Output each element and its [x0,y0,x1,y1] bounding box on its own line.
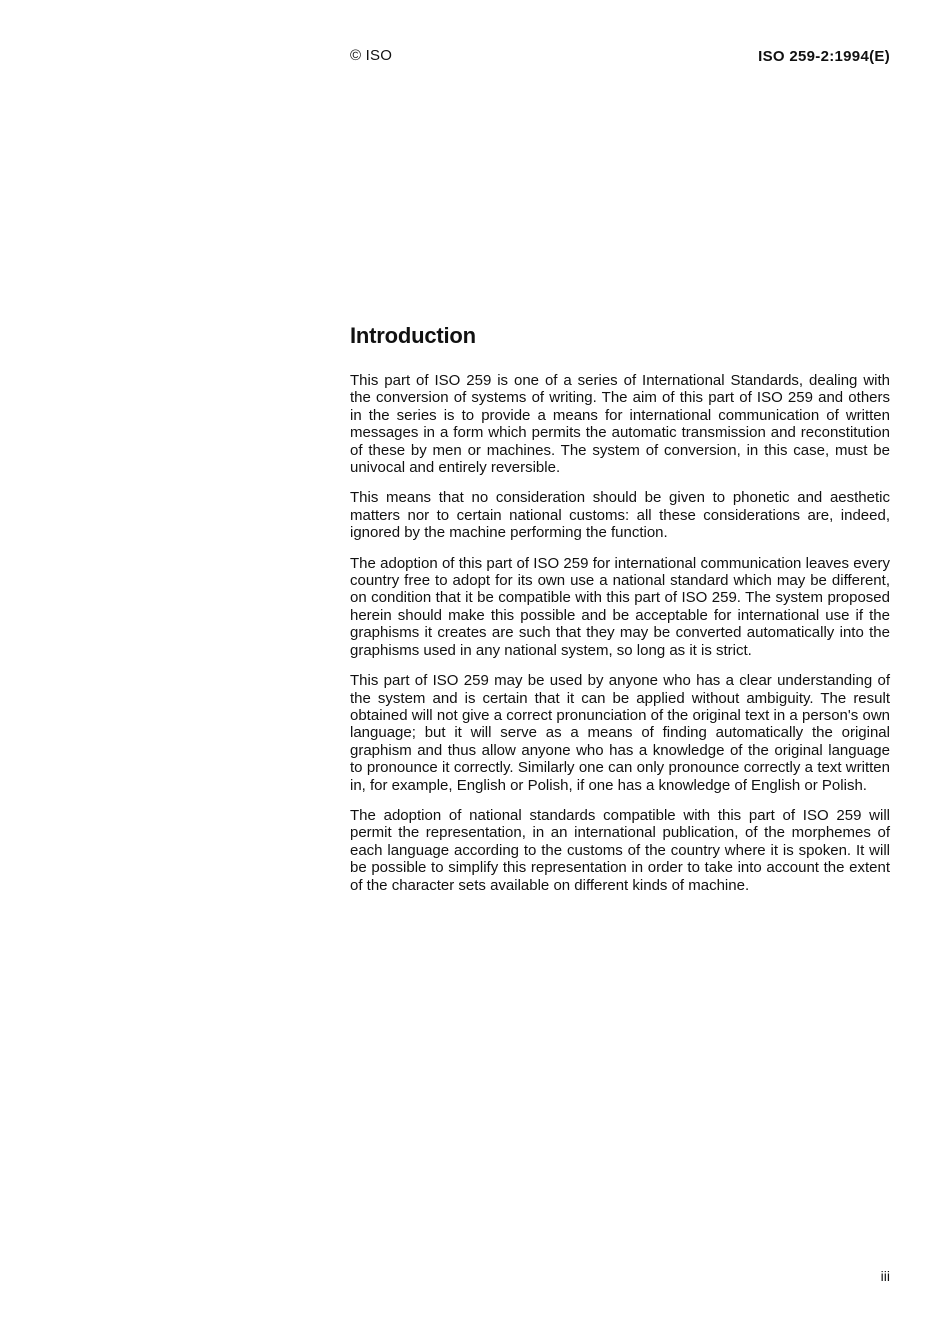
header-document-id: ISO 259-2:1994(E) [758,48,890,65]
paragraph-1: This part of ISO 259 is one of a series of International Standards, dealing with the conversion of systems of writing. The aim of this part of ISO 259 and others in the series is to provide a means for international communication of written messages in a form which permits the automatic transmission and reconstitution of these by men or machines. The system of conversion, in this case, must be univocal and entirely reversible. [350,372,890,477]
paragraph-3: The adoption of this part of ISO 259 for international communication leaves every country free to adopt for its own use a national standard which may be different, on condition that it be compatible with this part of ISO 259. The system proposed herein should make this possible and be acceptable for international use if the graphisms it creates are such that they may be converted automatically into the graphisms used in any national system, so long as it is strict. [350,554,890,659]
paragraph-4: This part of ISO 259 may be used by anyone who has a clear understanding of the system and is certain that it can be applied without ambiguity. The result obtained will not give a correct pronunciation of the original text in a person's own language; but it will serve as a means of finding automatically the original graphism and thus allow anyone who has a knowledge of the original language to pronounce it correctly. Similarly one can only pronounce correctly a text written in, for example, English or Polish, if one has a knowledge of English or Polish. [350,672,890,794]
section-title: Introduction [350,323,476,348]
page-number: iii [880,1268,890,1284]
section-body [350,372,890,907]
paragraph-2: This means that no consideration should be given to phonetic and aesthetic matters nor to certain national customs: all these considerations are, indeed, ignored by the machine performing the function. [350,489,890,542]
header-copyright: © ISO [350,47,393,64]
paragraph-5: The adoption of national standards compatible with this part of ISO 259 will permit the representation, in an international publication, of the morphemes of each language according to the customs of the country where it is spoken. It will be possible to simplify this representation in order to take into account the extent of the character sets available on different kinds of machine. [350,806,890,894]
